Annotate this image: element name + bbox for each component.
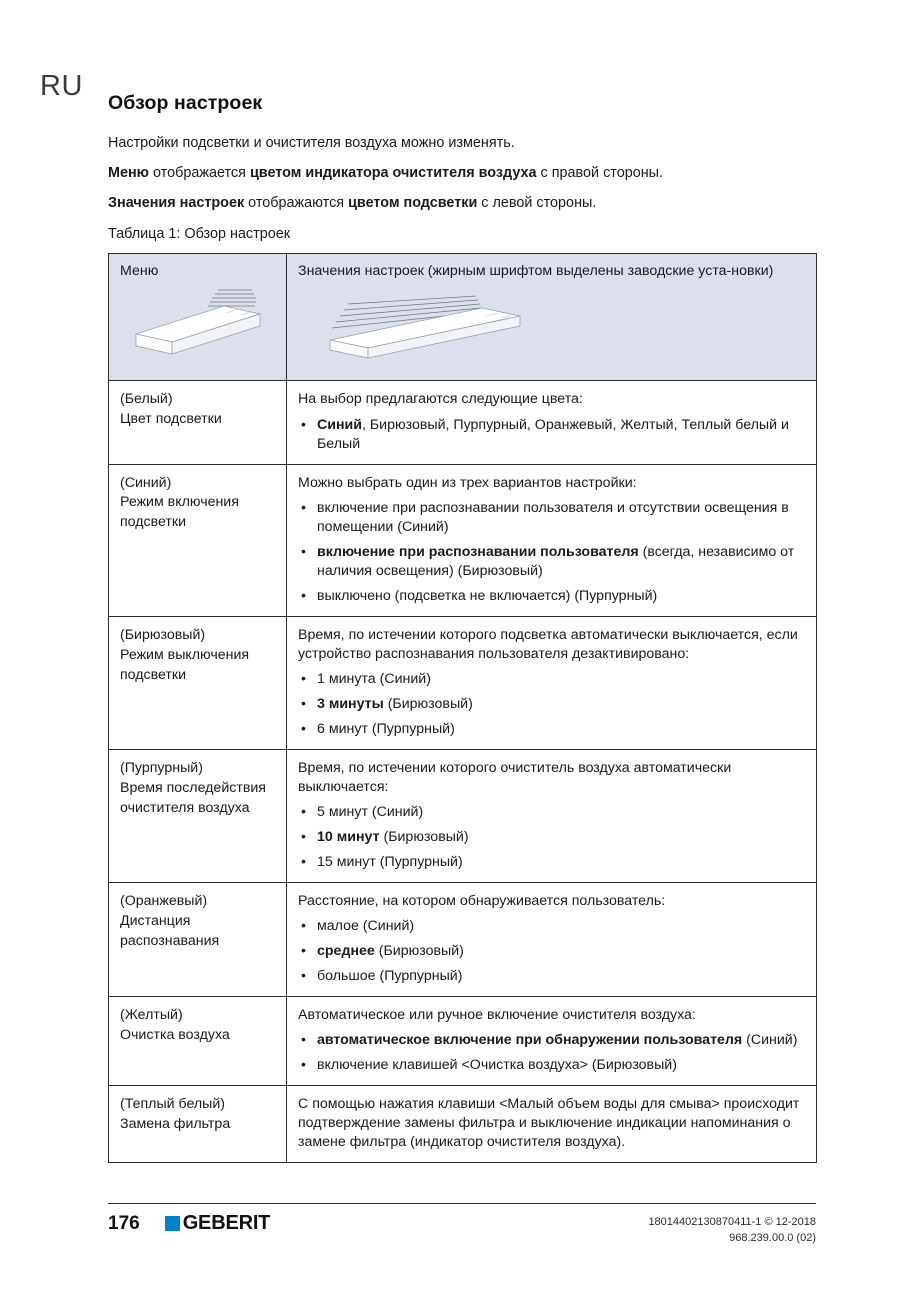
menu-color-label: (Белый) (120, 391, 173, 408)
values-cell (287, 381, 817, 464)
light-strip-rays-isometric-icon (300, 294, 580, 360)
menu-cell-inner (120, 390, 275, 430)
table-row (109, 381, 817, 464)
intro-paragraph-3 (108, 194, 816, 213)
menu-color-label: (Пурпурный) (120, 759, 203, 776)
option-bold: автоматическое включение при обнаружении пользователя (317, 1032, 743, 1049)
option-rest: (Бирюзовый) (383, 695, 473, 712)
table-row (109, 997, 817, 1086)
option-rest: (всегда, независимо от наличия освещения) (Бирюзовый) (317, 543, 795, 579)
values-option-list (298, 670, 805, 739)
list-item (298, 1031, 805, 1050)
menu-name-label: Замена фильтра (120, 1116, 231, 1133)
menu-name-label: Очистка воздуха (120, 1027, 230, 1044)
menu-cell (109, 749, 287, 882)
values-option-list (298, 1031, 805, 1075)
list-item (298, 543, 805, 581)
menu-cell (109, 381, 287, 464)
option-rest: включение клавишей <Очистка воздуха> (Бирюзовый) (317, 1057, 677, 1074)
values-option-list (298, 416, 805, 454)
values-cell (287, 616, 817, 749)
menu-cell-inner (120, 892, 275, 952)
menu-name-label: Цвет подсветки (120, 411, 222, 428)
option-rest: 6 минут (Пурпурный) (317, 720, 455, 737)
option-bold: включение при распознавании пользователя (317, 543, 639, 560)
intro-paragraph-1: Настройки подсветки и очистителя воздуха можно изменять. (108, 135, 515, 151)
menu-illustration-wrap (120, 284, 275, 362)
option-rest: 15 минут (Пурпурный) (317, 854, 463, 871)
list-item (298, 720, 805, 739)
list-item (298, 695, 805, 714)
intro-2-bold-menu: Меню (108, 165, 149, 182)
menu-cell (109, 997, 287, 1086)
menu-cell-inner (120, 759, 275, 819)
list-item (298, 670, 805, 689)
table-caption: Таблица 1: Обзор настроек (108, 226, 291, 243)
list-item (298, 917, 805, 936)
menu-color-label: (Оранжевый) (120, 893, 208, 910)
menu-name-label: Режим включения подсветки (120, 494, 239, 531)
values-illustration-wrap (298, 284, 805, 362)
menu-cell (109, 616, 287, 749)
menu-cell-inner (120, 474, 275, 534)
values-lead-text: Можно выбрать один из трех вариантов настройки: (298, 474, 637, 491)
option-rest: малое (Синий) (317, 918, 415, 935)
option-rest: 1 минута (Синий) (317, 670, 431, 687)
footer-doc-codes (648, 1213, 816, 1247)
list-item (298, 828, 805, 847)
list-item (298, 499, 805, 537)
menu-name-label: Режим выключения подсветки (120, 646, 250, 683)
table-header-menu-label: Меню (120, 263, 159, 280)
menu-name-label: Дистанция распознавания (120, 912, 220, 949)
values-cell (287, 883, 817, 997)
option-rest: (Бирюзовый) (374, 943, 464, 960)
brand-square-icon (165, 1216, 180, 1231)
option-rest: большое (Пурпурный) (317, 968, 463, 985)
values-cell (287, 749, 817, 882)
table-body (109, 254, 817, 1163)
menu-cell-inner (120, 1095, 275, 1135)
intro-paragraph-2 (108, 164, 816, 183)
option-rest: выключено (подсветка не включается) (Пурпурный) (317, 587, 658, 604)
intro-2-text-a: отображается (148, 165, 250, 182)
list-item (298, 1056, 805, 1075)
table-header-row (109, 254, 817, 381)
intro-2-text-b: с правой стороны. (536, 165, 664, 182)
page-number: 176 (108, 1212, 140, 1234)
values-option-list (298, 917, 805, 986)
menu-name-label: Время последействия очистителя воздуха (120, 779, 266, 816)
list-item (298, 416, 805, 454)
list-item (298, 942, 805, 961)
option-rest: , Бирюзовый, Пурпурный, Оранжевый, Желтый, Теплый белый и Белый (317, 416, 789, 452)
option-bold: среднее (317, 943, 375, 960)
geberit-logo (165, 1213, 271, 1233)
menu-cell (109, 883, 287, 997)
settings-overview-table (108, 253, 817, 1163)
values-lead-text: Расстояние, на котором обнаруживается пользователь: (298, 893, 666, 910)
intro-3-text-b: с левой стороны. (477, 195, 597, 212)
values-lead-text: На выбор предлагаются следующие цвета: (298, 391, 583, 408)
option-rest: включение при распознавании пользователя и отсутствии освещения в помещении (Синий) (317, 499, 789, 535)
menu-cell (109, 1086, 287, 1163)
table-header-menu-cell (109, 254, 287, 381)
table-row (109, 883, 817, 997)
table-row (109, 616, 817, 749)
menu-cell-inner (120, 1006, 275, 1046)
list-item (298, 967, 805, 986)
language-marker: RU (40, 70, 83, 102)
page-footer (108, 1203, 816, 1247)
intro-2-bold-color: цветом индикатора очистителя воздуха (249, 165, 537, 182)
option-bold: Синий (317, 416, 362, 433)
values-cell (287, 464, 817, 616)
table-row (109, 1086, 817, 1163)
values-option-list (298, 499, 805, 606)
values-lead-text: Время, по истечении которого подсветка автоматически выключается, если устройство распознавания пользователя дезактивировано: (298, 626, 798, 662)
intro-3-bold-color: цветом подсветки (348, 195, 478, 212)
option-bold: 3 минуты (317, 695, 384, 712)
values-lead-text: Время, по истечении которого очиститель воздуха автоматически выключается: (298, 759, 732, 795)
values-lead-text: С помощью нажатия клавиши <Малый объем воды для смыва> происходит подтверждение замены фильтра и выключение индикации напоминания о замене фильтра (индикатор очистителя воздуха). (298, 1096, 800, 1151)
table-row (109, 749, 817, 882)
light-strip-isometric-icon (122, 286, 272, 358)
menu-color-label: (Желтый) (120, 1007, 183, 1024)
page-title: Обзор настроек (108, 92, 263, 114)
option-rest: (Бирюзовый) (379, 829, 469, 845)
values-cell (287, 997, 817, 1086)
menu-cell-inner (120, 626, 275, 686)
intro-3-text-a: отображаются (244, 195, 349, 212)
table-header-values-label: Значения настроек (жирным шрифтом выделены заводские уста-новки) (298, 263, 774, 280)
list-item (298, 853, 805, 872)
option-rest: (Синий) (742, 1032, 798, 1049)
table-row (109, 464, 817, 616)
brand-name: GEBERIT (182, 1212, 271, 1234)
values-cell (287, 1086, 817, 1163)
footer-row (108, 1213, 816, 1247)
list-item (298, 587, 805, 606)
table-header-values-cell (287, 254, 817, 381)
list-item (298, 803, 805, 822)
option-rest: 5 минут (Синий) (317, 803, 424, 820)
menu-cell (109, 464, 287, 616)
page-content (108, 92, 816, 1163)
doc-code-line-2: 968.239.00.0 (02) (729, 1231, 816, 1244)
menu-color-label: (Бирюзовый) (120, 626, 206, 643)
option-bold: 10 минут (317, 829, 380, 845)
footer-divider (108, 1203, 816, 1204)
doc-code-line-1: 18014402130870411-1 © 12-2018 (648, 1216, 816, 1228)
menu-color-label: (Теплый белый) (120, 1096, 226, 1113)
values-option-list (298, 803, 805, 872)
values-lead-text: Автоматическое или ручное включение очистителя воздуха: (298, 1007, 696, 1024)
menu-color-label: (Синий) (120, 474, 172, 491)
intro-3-bold-values: Значения настроек (108, 195, 245, 212)
footer-left (108, 1213, 270, 1233)
